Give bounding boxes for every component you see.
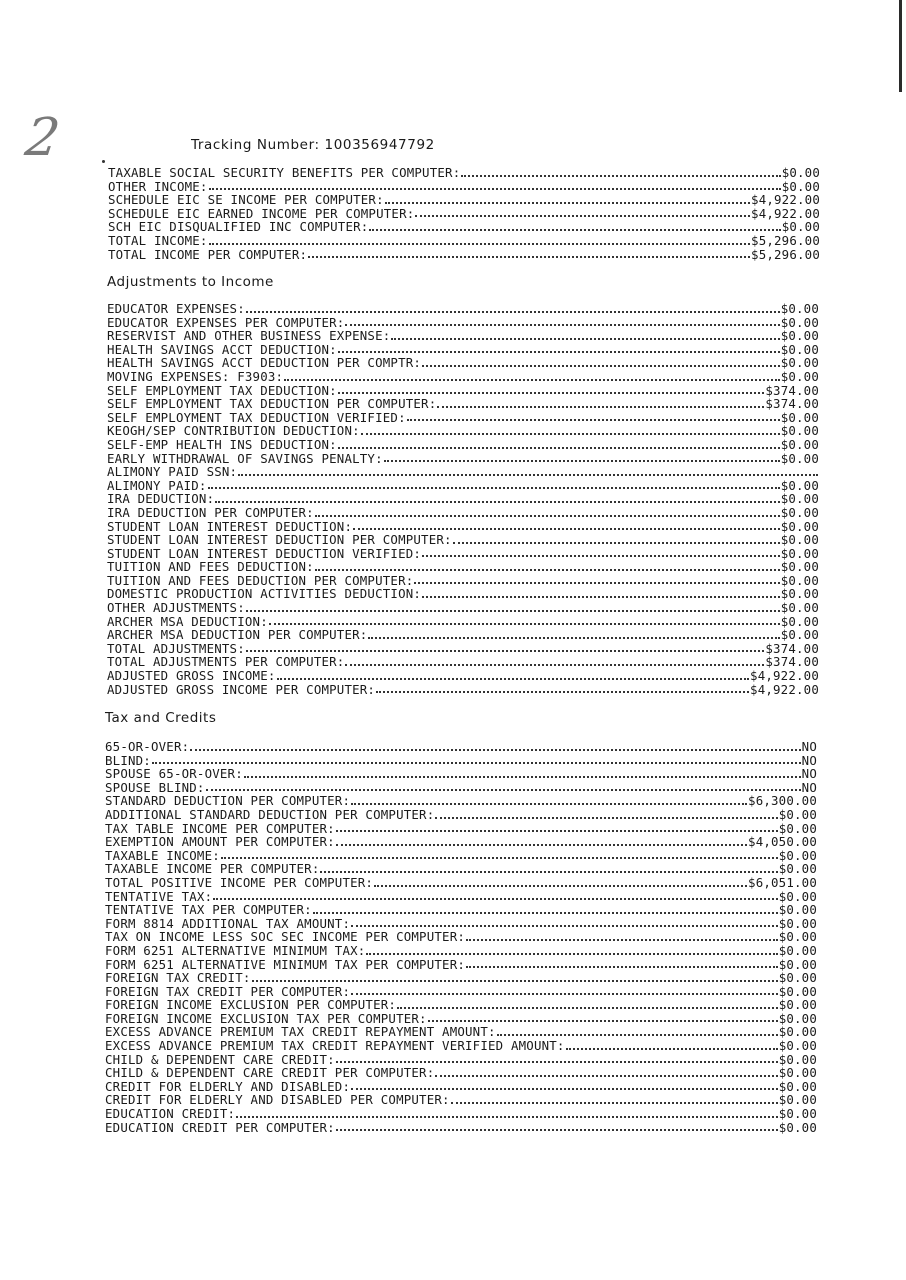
line-item-value: $0.00 bbox=[778, 862, 817, 876]
dot-leader bbox=[345, 663, 764, 666]
dot-leader bbox=[376, 690, 749, 693]
line-item bbox=[105, 998, 817, 1012]
dot-leader bbox=[437, 405, 764, 408]
line-item-value: $0.00 bbox=[780, 492, 819, 506]
line-item bbox=[105, 1066, 817, 1080]
line-item-label: STANDARD DEDUCTION PER COMPUTER: bbox=[105, 794, 351, 808]
dot-leader bbox=[206, 788, 801, 791]
line-item-label: SCHEDULE EIC EARNED INCOME PER COMPUTER: bbox=[108, 206, 415, 221]
line-item-value: $0.00 bbox=[780, 302, 819, 316]
line-item-value: $0.00 bbox=[778, 930, 817, 944]
dot-leader bbox=[466, 938, 778, 941]
line-item-value: $0.00 bbox=[780, 533, 819, 547]
line-item-value: $0.00 bbox=[778, 821, 817, 836]
line-item-label: SELF EMPLOYMENT TAX DEDUCTION VERIFIED: bbox=[107, 410, 406, 425]
line-item-value: $374.00 bbox=[765, 641, 819, 656]
line-item-label: IRA DEDUCTION: bbox=[107, 492, 215, 506]
dot-leader bbox=[366, 952, 777, 955]
dot-leader bbox=[284, 378, 780, 381]
dot-leader bbox=[422, 595, 780, 598]
dot-leader bbox=[338, 391, 765, 394]
line-item-label: CHILD & DEPENDENT CARE CREDIT PER COMPUTER: bbox=[105, 1066, 435, 1080]
dot-leader bbox=[453, 541, 780, 544]
dot-leader bbox=[215, 500, 779, 503]
line-item bbox=[105, 903, 817, 917]
line-item-label: TAXABLE SOCIAL SECURITY BENEFITS PER COMPUTER: bbox=[108, 166, 461, 180]
dot-leader bbox=[368, 636, 779, 639]
line-item bbox=[107, 560, 819, 574]
dot-leader bbox=[236, 1115, 777, 1118]
line-item bbox=[105, 754, 817, 768]
line-item bbox=[107, 615, 819, 629]
line-item-value: $0.00 bbox=[778, 889, 817, 904]
line-item-value: NO bbox=[801, 740, 817, 754]
line-item-label: 65-OR-OVER: bbox=[105, 740, 190, 754]
line-item-label: FORM 6251 ALTERNATIVE MINIMUM TAX PER COMPUTER: bbox=[105, 957, 466, 972]
line-item-label: EDUCATOR EXPENSES: bbox=[107, 302, 245, 316]
line-item-value: $0.00 bbox=[778, 1093, 817, 1108]
line-item-label: STUDENT LOAN INTEREST DEDUCTION VERIFIED: bbox=[107, 546, 422, 561]
line-item bbox=[107, 424, 819, 438]
dot-leader bbox=[451, 1101, 778, 1104]
line-item-label: EARLY WITHDRAWAL OF SAVINGS PENALTY: bbox=[107, 451, 383, 466]
line-item-label: IRA DEDUCTION PER COMPUTER: bbox=[107, 505, 314, 520]
line-item bbox=[107, 533, 819, 547]
dot-leader bbox=[336, 1128, 778, 1131]
line-item bbox=[107, 343, 819, 357]
dot-leader bbox=[308, 255, 750, 258]
line-item bbox=[105, 862, 817, 876]
line-item-label: OTHER ADJUSTMENTS: bbox=[107, 601, 245, 615]
line-item-value: $4,922.00 bbox=[750, 682, 819, 697]
dot-leader bbox=[152, 761, 801, 764]
line-item bbox=[107, 411, 819, 425]
line-item-value: $0.00 bbox=[780, 505, 819, 520]
line-item bbox=[105, 971, 817, 985]
dot-leader bbox=[351, 924, 778, 927]
line-item-value: $4,922.00 bbox=[750, 669, 819, 683]
line-item bbox=[107, 465, 819, 479]
line-item bbox=[107, 438, 819, 452]
line-item bbox=[108, 193, 820, 207]
dot-leader bbox=[244, 775, 801, 778]
dot-leader bbox=[414, 581, 779, 584]
dot-leader bbox=[384, 459, 780, 462]
line-item-value: $0.00 bbox=[778, 998, 817, 1012]
line-item-value: $0.00 bbox=[778, 943, 817, 958]
dot-leader bbox=[428, 1019, 778, 1022]
line-item-label: TOTAL ADJUSTMENTS: bbox=[107, 641, 245, 656]
line-item-value: $0.00 bbox=[780, 329, 819, 343]
line-item-value: $0.00 bbox=[780, 342, 819, 357]
line-item-value: $0.00 bbox=[778, 848, 817, 863]
line-item-value: $0.00 bbox=[778, 916, 817, 931]
line-item-value: $4,922.00 bbox=[751, 206, 820, 221]
line-item bbox=[105, 808, 817, 822]
line-item-value: $374.00 bbox=[765, 383, 819, 398]
line-item-value: $0.00 bbox=[780, 573, 819, 588]
line-item-label: BLIND: bbox=[105, 753, 151, 768]
dot-leader bbox=[422, 554, 780, 557]
line-item-value: $4,050.00 bbox=[748, 835, 817, 849]
dot-leader bbox=[336, 829, 778, 832]
line-item-label: HEALTH SAVINGS ACCT DEDUCTION: bbox=[107, 342, 337, 357]
tax-credits-heading: Tax and Credits bbox=[105, 710, 217, 726]
line-item-value: $0.00 bbox=[778, 1079, 817, 1094]
line-item bbox=[107, 452, 819, 466]
line-item-value: NO bbox=[801, 767, 817, 781]
line-item-label: ADJUSTED GROSS INCOME: bbox=[107, 669, 276, 683]
line-item-label: EDUCATOR EXPENSES PER COMPUTER: bbox=[107, 315, 345, 330]
dot-leader bbox=[320, 870, 777, 873]
line-item-label: SCH EIC DISQUALIFIED INC COMPUTER: bbox=[108, 220, 369, 234]
dot-leader bbox=[315, 568, 780, 571]
line-item bbox=[107, 370, 819, 384]
line-item bbox=[107, 302, 819, 316]
page-edge-bar bbox=[899, 0, 902, 92]
line-item-value: $0.00 bbox=[780, 519, 819, 534]
dot-leader bbox=[435, 1074, 777, 1077]
line-item bbox=[105, 1053, 817, 1067]
line-item-label: TENTATIVE TAX PER COMPUTER: bbox=[105, 903, 312, 917]
dot-leader bbox=[466, 965, 778, 968]
line-item bbox=[107, 587, 819, 601]
line-item-label: TUITION AND FEES DEDUCTION: bbox=[107, 560, 314, 574]
line-item bbox=[105, 958, 817, 972]
line-item-value: $0.00 bbox=[780, 369, 819, 384]
line-item bbox=[105, 1107, 817, 1121]
dot-leader bbox=[422, 364, 780, 367]
dot-leader bbox=[351, 992, 778, 995]
dot-leader bbox=[338, 350, 780, 353]
line-item-label: SCHEDULE EIC SE INCOME PER COMPUTER: bbox=[108, 193, 384, 207]
line-item bbox=[105, 1093, 817, 1107]
adjustments-section bbox=[107, 302, 819, 696]
line-item-label: ADJUSTED GROSS INCOME PER COMPUTER: bbox=[107, 682, 376, 697]
line-item-label: EXEMPTION AMOUNT PER COMPUTER: bbox=[105, 835, 335, 849]
line-item-value: $0.00 bbox=[780, 451, 819, 466]
line-item bbox=[108, 207, 820, 221]
line-item-value: $0.00 bbox=[778, 807, 817, 822]
line-item bbox=[107, 628, 819, 642]
line-item bbox=[105, 849, 817, 863]
line-item bbox=[105, 1012, 817, 1026]
line-item-value: $0.00 bbox=[778, 971, 817, 985]
line-item bbox=[105, 781, 817, 795]
line-item bbox=[107, 506, 819, 520]
line-item-label: DOMESTIC PRODUCTION ACTIVITIES DEDUCTION: bbox=[107, 587, 422, 602]
line-item-label: KEOGH/SEP CONTRIBUTION DEDUCTION: bbox=[107, 424, 360, 438]
line-item-value: $0.00 bbox=[780, 546, 819, 561]
dot-leader bbox=[269, 622, 780, 625]
line-item-label: SELF-EMP HEALTH INS DEDUCTION: bbox=[107, 437, 337, 452]
dot-leader bbox=[209, 187, 781, 190]
dot-leader bbox=[351, 802, 747, 805]
line-item-label: MOVING EXPENSES: F3903: bbox=[107, 369, 284, 384]
line-item-label: CREDIT FOR ELDERLY AND DISABLED: bbox=[105, 1079, 351, 1094]
line-item bbox=[105, 1025, 817, 1039]
line-item-value: NO bbox=[801, 780, 817, 795]
dot-leader bbox=[397, 1006, 778, 1009]
line-item-label: EXCESS ADVANCE PREMIUM TAX CREDIT REPAYMENT VERIFIED AMOUNT: bbox=[105, 1039, 565, 1053]
tracking-number-value: 100356947792 bbox=[324, 137, 435, 153]
line-item bbox=[107, 547, 819, 561]
line-item bbox=[107, 683, 819, 697]
line-item bbox=[105, 794, 817, 808]
dot-leader bbox=[213, 897, 777, 900]
line-item-label: FOREIGN INCOME EXCLUSION PER COMPUTER: bbox=[105, 998, 397, 1012]
tracking-number-label: Tracking Number: bbox=[191, 137, 320, 153]
line-item-label: TAXABLE INCOME: bbox=[105, 848, 220, 863]
line-item bbox=[107, 574, 819, 588]
line-item bbox=[107, 356, 819, 370]
line-item-label: SPOUSE BLIND: bbox=[105, 780, 205, 795]
dot-leader bbox=[246, 649, 764, 652]
line-item bbox=[105, 985, 817, 999]
dot-leader bbox=[313, 911, 778, 914]
line-item-label: SELF EMPLOYMENT TAX DEDUCTION: bbox=[107, 383, 337, 398]
line-item bbox=[107, 492, 819, 506]
dot-leader bbox=[246, 310, 780, 313]
dot-leader bbox=[315, 514, 780, 517]
line-item bbox=[105, 930, 817, 944]
line-item bbox=[107, 329, 819, 343]
adjustments-heading: Adjustments to Income bbox=[107, 274, 274, 290]
line-item-value: $0.00 bbox=[781, 179, 820, 194]
line-item-value: $0.00 bbox=[780, 587, 819, 602]
line-item-value: $0.00 bbox=[778, 1052, 817, 1067]
income-section bbox=[108, 166, 820, 261]
line-item bbox=[108, 220, 820, 234]
handwritten-page-number: 2 bbox=[21, 108, 64, 168]
line-item-label: ALIMONY PAID: bbox=[107, 478, 207, 493]
line-item bbox=[108, 166, 820, 180]
line-item-value: $0.00 bbox=[778, 1025, 817, 1040]
line-item-label: TAXABLE INCOME PER COMPUTER: bbox=[105, 862, 320, 876]
dot-leader bbox=[415, 214, 750, 217]
dot-leader bbox=[277, 677, 750, 680]
dot-leader bbox=[246, 609, 780, 612]
dot-leader bbox=[361, 432, 780, 435]
line-item-value: $0.00 bbox=[781, 220, 820, 234]
line-item-value: $0.00 bbox=[780, 478, 819, 493]
dot-leader bbox=[566, 1047, 778, 1050]
line-item bbox=[108, 180, 820, 194]
line-item-value: NO bbox=[801, 753, 817, 768]
line-item-label: CHILD & DEPENDENT CARE CREDIT: bbox=[105, 1052, 335, 1067]
line-item-value: $0.00 bbox=[778, 1107, 817, 1121]
line-item bbox=[107, 520, 819, 534]
line-item-value: $374.00 bbox=[765, 397, 819, 411]
line-item-label: FORM 8814 ADDITIONAL TAX AMOUNT: bbox=[105, 916, 351, 931]
line-item-label: HEALTH SAVINGS ACCT DEDUCTION PER COMPTR: bbox=[107, 356, 422, 370]
line-item-value: $5,296.00 bbox=[751, 233, 820, 248]
line-item-value: $0.00 bbox=[778, 1066, 817, 1080]
line-item bbox=[107, 479, 819, 493]
line-item-label: TOTAL INCOME: bbox=[108, 233, 208, 248]
line-item-label: EDUCATION CREDIT: bbox=[105, 1107, 236, 1121]
line-item bbox=[105, 890, 817, 904]
dot-leader bbox=[252, 979, 778, 982]
dot-leader bbox=[435, 816, 777, 819]
line-item-value: $0.00 bbox=[780, 424, 819, 438]
line-item bbox=[105, 767, 817, 781]
dot-leader bbox=[345, 323, 779, 326]
line-item-value: $5,296.00 bbox=[751, 247, 820, 262]
line-item bbox=[107, 316, 819, 330]
line-item-value: $6,051.00 bbox=[748, 875, 817, 890]
line-item-label: FOREIGN INCOME EXCLUSION TAX PER COMPUTER: bbox=[105, 1011, 427, 1026]
line-item-label: ARCHER MSA DEDUCTION PER COMPUTER: bbox=[107, 628, 368, 642]
line-item-value: $0.00 bbox=[778, 1120, 817, 1135]
dot-leader bbox=[209, 242, 750, 245]
line-item-label: ARCHER MSA DEDUCTION: bbox=[107, 614, 268, 629]
line-item bbox=[107, 642, 819, 656]
dot-leader bbox=[407, 418, 780, 421]
line-item bbox=[108, 248, 820, 262]
line-item-value: $6,300.00 bbox=[748, 794, 817, 808]
line-item-label: TAX ON INCOME LESS SOC SEC INCOME PER COMPUTER: bbox=[105, 930, 466, 944]
line-item bbox=[105, 944, 817, 958]
line-item-label: TOTAL ADJUSTMENTS PER COMPUTER: bbox=[107, 655, 345, 670]
tracking-number-line bbox=[191, 137, 435, 153]
line-item-value: $374.00 bbox=[765, 655, 819, 670]
dot-leader bbox=[497, 1033, 778, 1036]
line-item bbox=[107, 397, 819, 411]
line-item bbox=[105, 1039, 817, 1053]
line-item bbox=[105, 822, 817, 836]
dot-leader bbox=[336, 843, 747, 846]
line-item-value: $0.00 bbox=[780, 614, 819, 629]
tax-credits-section bbox=[105, 740, 817, 1134]
line-item-label: ALIMONY PAID SSN: bbox=[107, 465, 238, 479]
line-item-value: $4,922.00 bbox=[751, 193, 820, 207]
line-item bbox=[105, 1080, 817, 1094]
line-item bbox=[107, 601, 819, 615]
line-item-value: $0.00 bbox=[780, 628, 819, 642]
dot-leader bbox=[353, 527, 780, 530]
line-item-label: FOREIGN TAX CREDIT PER COMPUTER: bbox=[105, 984, 351, 999]
line-item-label: TENTATIVE TAX: bbox=[105, 889, 213, 904]
line-item-value: $0.00 bbox=[781, 166, 820, 180]
line-item-value: $0.00 bbox=[778, 984, 817, 999]
line-item-label: ADDITIONAL STANDARD DEDUCTION PER COMPUTER: bbox=[105, 807, 435, 822]
line-item-label: RESERVIST AND OTHER BUSINESS EXPENSE: bbox=[107, 329, 391, 343]
line-item-label: FOREIGN TAX CREDIT: bbox=[105, 971, 251, 985]
line-item-label: SPOUSE 65-OR-OVER: bbox=[105, 767, 243, 781]
line-item bbox=[105, 917, 817, 931]
line-item-value: $0.00 bbox=[780, 437, 819, 452]
line-item-label: SELF EMPLOYMENT TAX DEDUCTION PER COMPUTER: bbox=[107, 397, 437, 411]
line-item-value: $0.00 bbox=[780, 356, 819, 370]
stray-dot-mark bbox=[102, 160, 105, 163]
line-item bbox=[107, 669, 819, 683]
line-item-value: $0.00 bbox=[778, 957, 817, 972]
dot-leader bbox=[208, 486, 780, 489]
line-item-label: TOTAL POSITIVE INCOME PER COMPUTER: bbox=[105, 875, 374, 890]
dot-leader bbox=[391, 337, 779, 340]
line-item-label: TUITION AND FEES DEDUCTION PER COMPUTER: bbox=[107, 573, 414, 588]
dot-leader bbox=[385, 201, 750, 204]
line-item-value: $0.00 bbox=[778, 1039, 817, 1053]
line-item bbox=[107, 655, 819, 669]
dot-leader bbox=[336, 1060, 778, 1063]
line-item-label: FORM 6251 ALTERNATIVE MINIMUM TAX: bbox=[105, 943, 366, 958]
line-item bbox=[105, 835, 817, 849]
dot-leader bbox=[190, 748, 800, 751]
line-item-label: STUDENT LOAN INTEREST DEDUCTION PER COMPUTER: bbox=[107, 533, 452, 547]
dot-leader bbox=[369, 228, 780, 231]
line-item bbox=[105, 1121, 817, 1135]
line-item-value: $0.00 bbox=[780, 410, 819, 425]
dot-leader bbox=[238, 473, 818, 476]
dot-leader bbox=[461, 174, 780, 177]
line-item-value: $0.00 bbox=[780, 560, 819, 574]
line-item-label: TOTAL INCOME PER COMPUTER: bbox=[108, 247, 308, 262]
line-item-label: OTHER INCOME: bbox=[108, 179, 208, 194]
line-item-label: CREDIT FOR ELDERLY AND DISABLED PER COMPUTER: bbox=[105, 1093, 450, 1108]
line-item bbox=[107, 384, 819, 398]
line-item-label: TAX TABLE INCOME PER COMPUTER: bbox=[105, 821, 335, 836]
line-item bbox=[105, 876, 817, 890]
dot-leader bbox=[351, 1087, 778, 1090]
line-item bbox=[108, 234, 820, 248]
dot-leader bbox=[338, 446, 780, 449]
line-item-label: EDUCATION CREDIT PER COMPUTER: bbox=[105, 1120, 335, 1135]
line-item-value: $0.00 bbox=[778, 1011, 817, 1026]
dot-leader bbox=[221, 856, 778, 859]
line-item-label: STUDENT LOAN INTEREST DEDUCTION: bbox=[107, 519, 353, 534]
line-item-value: $0.00 bbox=[780, 315, 819, 330]
line-item-value: $0.00 bbox=[778, 903, 817, 917]
line-item-label: EXCESS ADVANCE PREMIUM TAX CREDIT REPAYMENT AMOUNT: bbox=[105, 1025, 496, 1040]
line-item bbox=[105, 740, 817, 754]
dot-leader bbox=[374, 884, 747, 887]
line-item-value: $0.00 bbox=[780, 601, 819, 615]
